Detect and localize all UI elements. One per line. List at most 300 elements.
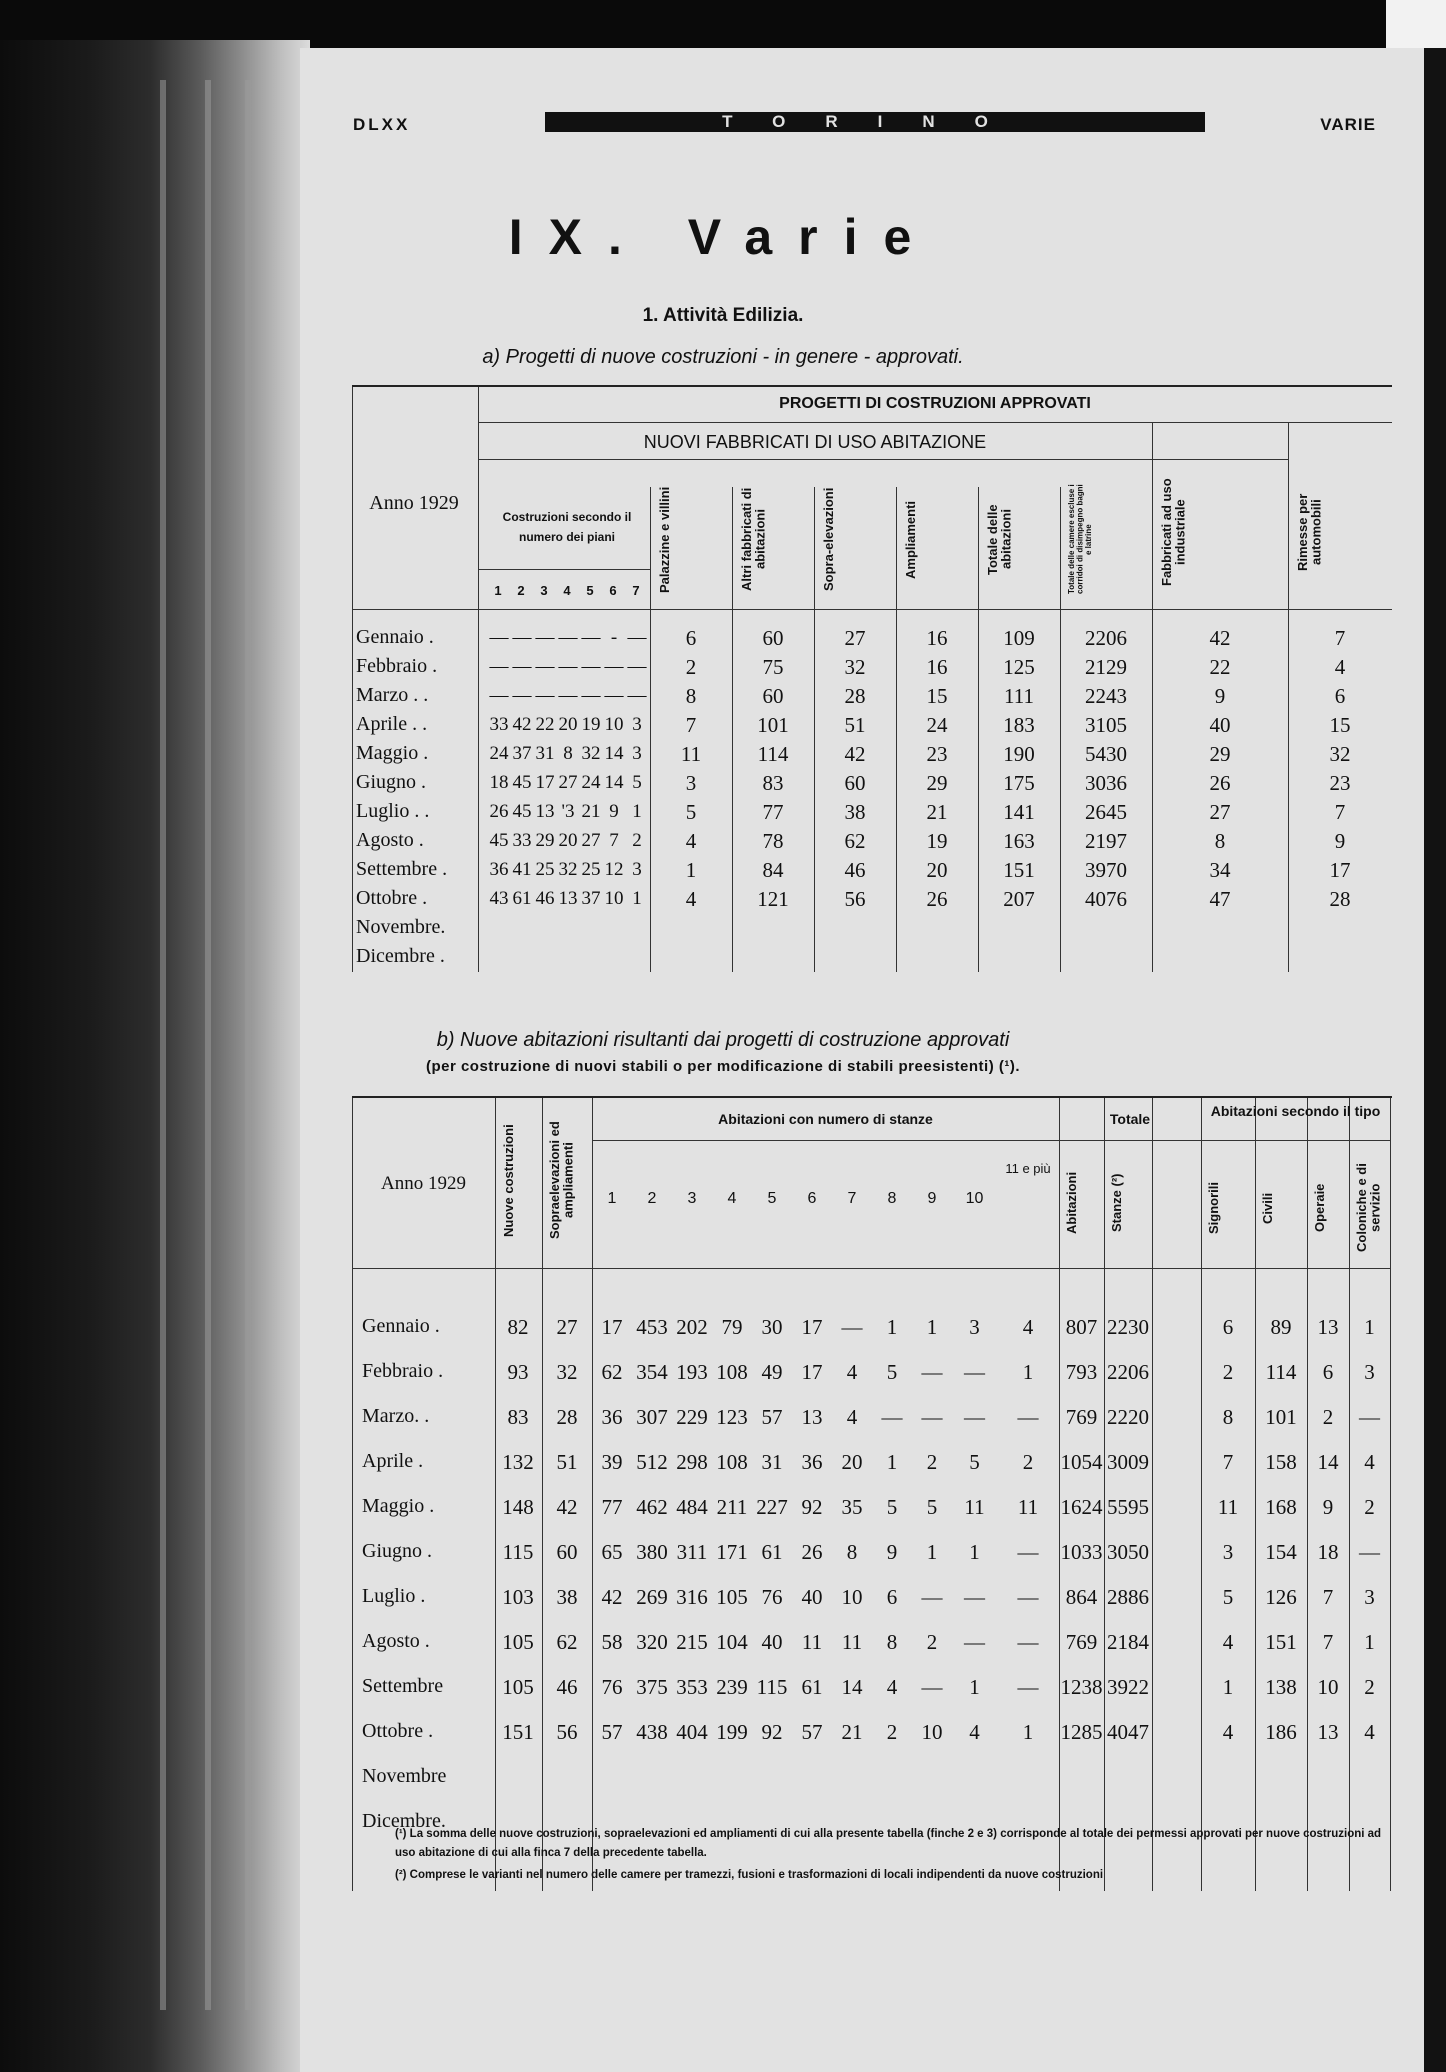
table-b-cell: 307 xyxy=(636,1405,668,1429)
table-b-cell: 199 xyxy=(716,1720,748,1744)
table-b-cell: 56 xyxy=(556,1720,578,1744)
table-b-cell: 1 xyxy=(926,1315,938,1339)
table-b-cell: 40 xyxy=(801,1585,823,1609)
table-b-cell: 79 xyxy=(721,1315,743,1339)
table-b-cell: 4047 xyxy=(1107,1720,1149,1744)
table-b-cell: 105 xyxy=(502,1630,534,1654)
table-b-cell: 49 xyxy=(761,1360,783,1384)
table-b-cell: — xyxy=(921,1675,943,1699)
floor-value: 21 xyxy=(581,801,601,822)
table-a-cell: 101 xyxy=(757,713,789,737)
table-b-cell: 1624 xyxy=(1060,1495,1103,1519)
table-b-cell: 151 xyxy=(502,1720,534,1744)
table-b-cell: 42 xyxy=(601,1585,623,1609)
table-b-cell: — xyxy=(1359,1540,1380,1564)
floor-value: 37 xyxy=(581,888,601,909)
table-b-cell: 51 xyxy=(556,1450,578,1474)
table-b-cell: 13 xyxy=(1317,1720,1339,1744)
table-a-cell: 175 xyxy=(1003,771,1035,795)
table-b-cell: 65 xyxy=(601,1540,623,1564)
col-header: Ampliamenti xyxy=(903,500,918,579)
table-b-cell: 26 xyxy=(801,1540,823,1564)
table-a-cell: 8 xyxy=(685,684,697,708)
month-label: Luglio . . xyxy=(356,800,430,822)
table-b-cell: 171 xyxy=(716,1540,748,1564)
floor-value: — xyxy=(581,627,601,648)
table-b-cell: 40 xyxy=(761,1630,783,1654)
table-b-cell: — xyxy=(964,1585,985,1609)
table-b xyxy=(352,1096,1392,1891)
table-b-cell: 77 xyxy=(601,1495,623,1519)
table-a-subtitle: a) Progetti di nuove costruzioni - in genere - approvati. xyxy=(482,346,964,368)
table-b-cell: 353 xyxy=(676,1675,708,1699)
table-b-cell: 17 xyxy=(801,1360,823,1384)
table-b-cell: 1 xyxy=(1022,1720,1034,1744)
table-b-cell: 2 xyxy=(1322,1405,1334,1429)
table-b-cell: 2184 xyxy=(1107,1630,1149,1654)
floor-value: — xyxy=(489,656,509,677)
table-a-cell: 3036 xyxy=(1085,771,1127,795)
table-b-cell: 316 xyxy=(676,1585,708,1609)
floor-value: 5 xyxy=(632,772,642,793)
header-page-number: DLXX xyxy=(353,115,411,134)
month-label: Aprile . xyxy=(362,1450,424,1472)
table-b-cell: — xyxy=(921,1585,943,1609)
table-b-cell: 5 xyxy=(969,1450,980,1474)
floor-value: 3 xyxy=(632,714,642,735)
floor-value: 14 xyxy=(604,772,624,793)
table-b-cell: 42 xyxy=(556,1495,578,1519)
table-b-cell: 5 xyxy=(886,1360,898,1384)
table-b-cell: 6 xyxy=(886,1585,898,1609)
floor-value: — xyxy=(581,656,601,677)
table-a-cell: 29 xyxy=(1209,742,1231,766)
table-b-cell: 101 xyxy=(1265,1405,1297,1429)
table-a-cell: 27 xyxy=(1209,800,1231,824)
table-b-cell: 4 xyxy=(846,1360,858,1384)
table-b-cell: 1 xyxy=(886,1315,898,1339)
table-a-cell: 121 xyxy=(757,887,789,911)
table-b-cell: 89 xyxy=(1270,1315,1292,1339)
table-b-cell: 2 xyxy=(926,1450,938,1474)
table-b-cell: 58 xyxy=(601,1630,623,1654)
table-b-cell: 5595 xyxy=(1107,1495,1149,1519)
floor-value: 7 xyxy=(609,830,619,851)
table-b-cell: 5 xyxy=(926,1495,938,1519)
floor-value: 41 xyxy=(512,859,532,880)
table-b-cell: 35 xyxy=(841,1495,863,1519)
table-b-rooms-header: Abitazioni con numero di stanze xyxy=(718,1111,933,1127)
table-b-year-label: Anno 1929 xyxy=(381,1173,466,1194)
table-b-cell: 462 xyxy=(636,1495,668,1519)
month-label: Giugno . xyxy=(356,771,426,793)
table-a-cell: 4 xyxy=(685,829,697,853)
table-b-cell: — xyxy=(921,1360,943,1384)
table-b-cell: 76 xyxy=(601,1675,623,1699)
table-b-cell: 17 xyxy=(801,1315,823,1339)
scan-binding-edge xyxy=(0,40,310,2072)
table-a-cell: 3105 xyxy=(1085,713,1127,737)
table-b-cell: 4 xyxy=(1222,1720,1234,1744)
table-b-cell: 769 xyxy=(1065,1405,1098,1429)
table-b-cell: 57 xyxy=(801,1720,823,1744)
table-a-cell: 7 xyxy=(1334,800,1346,824)
table-b-cell: 7 xyxy=(1322,1630,1334,1654)
table-b-subtitle: b) Nuove abitazioni risultanti dai progetti di costruzione approvati xyxy=(436,1029,1010,1051)
table-a-cell: 60 xyxy=(762,626,784,650)
floor-value: 45 xyxy=(512,801,532,822)
scan-corner xyxy=(1386,0,1446,48)
table-a-cell: 60 xyxy=(762,684,784,708)
table-b-cell: 61 xyxy=(801,1675,823,1699)
table-b-cell: 93 xyxy=(507,1360,529,1384)
floor-value: 10 xyxy=(604,888,624,909)
floor-value: 13 xyxy=(535,801,555,822)
table-b-cell: 108 xyxy=(716,1360,748,1384)
table-a-cell: 15 xyxy=(1329,713,1351,737)
table-b-cell: 115 xyxy=(502,1540,534,1564)
table-b-cell: 311 xyxy=(676,1540,708,1564)
totale-label: Abitazioni xyxy=(1064,1171,1079,1235)
table-b-cell: 512 xyxy=(636,1450,668,1474)
table-b-cell: 2886 xyxy=(1107,1585,1149,1609)
table-b-cell: 8 xyxy=(886,1630,898,1654)
header-city-band xyxy=(545,112,1205,132)
table-b-cell: 57 xyxy=(601,1720,623,1744)
floor-value: — xyxy=(558,685,578,706)
table-a-cell: 78 xyxy=(762,829,784,853)
table-b-cell: 793 xyxy=(1065,1360,1098,1384)
month-label: Novembre xyxy=(362,1765,447,1787)
table-a-cell: 46 xyxy=(844,858,866,882)
floor-value: — xyxy=(512,627,532,648)
table-b-cell: 1054 xyxy=(1060,1450,1103,1474)
floor-value: 12 xyxy=(604,859,624,880)
table-a-cell: 27 xyxy=(844,626,866,650)
table-a-cell: 163 xyxy=(1003,829,1035,853)
table-b-cell: 4 xyxy=(846,1405,858,1429)
table-b-cell: 8 xyxy=(846,1540,858,1564)
table-b-cell: 7 xyxy=(1222,1450,1234,1474)
table-b-cell: 7 xyxy=(1322,1585,1334,1609)
table-b-cell: 320 xyxy=(636,1630,668,1654)
table-a-cell: 2243 xyxy=(1085,684,1127,708)
table-a-cell: 183 xyxy=(1003,713,1035,737)
table-b-cell: 13 xyxy=(801,1405,823,1429)
room-label: 2 xyxy=(647,1190,657,1207)
table-b-cell: 3050 xyxy=(1107,1540,1149,1564)
table-b-cell: 62 xyxy=(601,1360,623,1384)
floor-value: — xyxy=(581,685,601,706)
room-label: 3 xyxy=(687,1190,697,1207)
table-b-cell: — xyxy=(1017,1540,1039,1564)
table-b-cell: 239 xyxy=(716,1675,748,1699)
floor-value: — xyxy=(512,685,532,706)
table-b-cell: — xyxy=(921,1405,943,1429)
floor-value: 24 xyxy=(489,743,509,764)
month-label: Marzo . . xyxy=(356,684,429,706)
table-a-cell: 111 xyxy=(1004,684,1034,708)
table-a-cell: 24 xyxy=(926,713,948,737)
floor-value: 18 xyxy=(489,772,509,793)
header-section: VARIE xyxy=(1320,115,1376,134)
table-b-cell: 31 xyxy=(761,1450,783,1474)
table-a-cell: 2206 xyxy=(1085,626,1127,650)
table-a-cell: 16 xyxy=(926,626,948,650)
floor-value: 61 xyxy=(512,888,532,909)
table-b-cell: 2 xyxy=(1364,1675,1375,1699)
table-b-cell: 4 xyxy=(1022,1315,1034,1339)
floor-value: 3 xyxy=(632,743,642,764)
floor-value: 37 xyxy=(512,743,532,764)
floor-value: 13 xyxy=(558,888,578,909)
table-b-cell: 380 xyxy=(636,1540,668,1564)
table-a-cell: 2129 xyxy=(1085,655,1127,679)
table-b-cell: 1285 xyxy=(1060,1720,1103,1744)
table-b-cell: 864 xyxy=(1065,1585,1098,1609)
table-b-cell: — xyxy=(1017,1630,1039,1654)
table-b-cell: 10 xyxy=(1317,1675,1339,1699)
table-a-cell: 151 xyxy=(1003,858,1035,882)
table-b-cell: 211 xyxy=(716,1495,748,1519)
table-b-cell: 60 xyxy=(556,1540,578,1564)
table-a-cell: 207 xyxy=(1003,887,1035,911)
footnote-2: (²) Comprese le varianti nel numero delle camere per tramezzi, fusioni e trasformazioni di locali indipendenti da nuove costruzioni xyxy=(395,1869,1104,1881)
table-b-cell: 105 xyxy=(716,1585,748,1609)
col-header: Totale delle abitazioni xyxy=(985,504,1014,575)
table-a-cell: 11 xyxy=(680,742,702,766)
table-a-cell: 1 xyxy=(685,858,697,882)
floor-value: 3 xyxy=(632,859,642,880)
table-b-cell: 2220 xyxy=(1107,1405,1149,1429)
table-b-cell: 4 xyxy=(1222,1630,1234,1654)
table-b-cell: 83 xyxy=(507,1405,529,1429)
table-a-cell: 28 xyxy=(1329,887,1351,911)
table-b-cell: 438 xyxy=(636,1720,668,1744)
table-b-cell: 13 xyxy=(1317,1315,1339,1339)
table-b-cell: 9 xyxy=(1322,1495,1334,1519)
table-b-cell: 14 xyxy=(1317,1450,1339,1474)
floor-value: — xyxy=(535,656,555,677)
floor-label: 4 xyxy=(563,583,571,598)
month-label: Dicembre. xyxy=(362,1810,446,1832)
table-b-cell: 2 xyxy=(886,1720,898,1744)
floor-value: 32 xyxy=(581,743,601,764)
table-b-col-nuove: Nuove costruzioni xyxy=(501,1124,516,1237)
table-a-cell: 38 xyxy=(844,800,866,824)
tipo-label: Operaie xyxy=(1312,1183,1327,1233)
table-b-cell: 2 xyxy=(1022,1450,1034,1474)
room-label: 9 xyxy=(927,1190,937,1207)
table-b-cell: 61 xyxy=(761,1540,783,1564)
table-a-cell: 26 xyxy=(1209,771,1231,795)
table-b-cell: 36 xyxy=(601,1405,623,1429)
floor-value: 24 xyxy=(581,772,601,793)
table-a-cell: 20 xyxy=(926,858,948,882)
table-b-cell: 151 xyxy=(1265,1630,1297,1654)
month-label: Maggio . xyxy=(356,742,429,764)
table-b-cell: 10 xyxy=(841,1585,863,1609)
table-a-cell: 32 xyxy=(844,655,866,679)
table-a-cell: 8 xyxy=(1214,829,1226,853)
table-a-cell: 4 xyxy=(1334,655,1346,679)
table-a-cell: 7 xyxy=(685,713,697,737)
tipo-label: Civili xyxy=(1260,1192,1275,1224)
table-b-cell: 154 xyxy=(1265,1540,1297,1564)
table-b-cell: 1 xyxy=(969,1540,980,1564)
table-b-cell: 193 xyxy=(676,1360,708,1384)
table-b-cell: 104 xyxy=(716,1630,748,1654)
month-label: Agosto . xyxy=(356,829,424,851)
table-b-cell: 103 xyxy=(502,1585,534,1609)
floor-value: 2 xyxy=(632,830,642,851)
table-b-cell: 36 xyxy=(801,1450,823,1474)
col-header: Fabbricati ad uso industriale xyxy=(1159,478,1188,586)
table-b-cell: 126 xyxy=(1265,1585,1297,1609)
room-label: 6 xyxy=(807,1190,817,1207)
footnote-1: (¹) La somma delle nuove costruzioni, sopraelevazioni ed ampliamenti di cui alla presente tabella (finche 2 e 3) corrisponde al totale dei permessi approvati per nuove costruzioni ad uso abitazione di cui alla finca 7 della precedente tabella. xyxy=(395,1828,1382,1859)
table-b-cell: 11 xyxy=(801,1630,823,1654)
table-b-cell: 375 xyxy=(636,1675,668,1699)
table-b-cell: 11 xyxy=(964,1495,985,1519)
table-b-cell: 27 xyxy=(556,1315,578,1339)
table-b-cell: 404 xyxy=(676,1720,708,1744)
floor-label: 1 xyxy=(494,583,502,598)
floor-value: 10 xyxy=(604,714,624,735)
table-b-cell: 298 xyxy=(676,1450,708,1474)
table-b-cell: — xyxy=(964,1630,985,1654)
floor-value: 27 xyxy=(558,772,578,793)
floor-value: — xyxy=(604,656,624,677)
room-label: 8 xyxy=(887,1190,897,1207)
table-b-cell: 17 xyxy=(601,1315,623,1339)
table-b-cell: 6 xyxy=(1322,1360,1334,1384)
table-a-cell: 42 xyxy=(844,742,866,766)
table-b-cell: 92 xyxy=(761,1720,783,1744)
table-b-cell: — xyxy=(841,1315,863,1339)
table-b-cell: 82 xyxy=(507,1315,529,1339)
floor-value: — xyxy=(627,685,647,706)
table-b-cell: 354 xyxy=(636,1360,668,1384)
floor-label: 3 xyxy=(540,583,548,598)
month-label: Aprile . . xyxy=(356,713,428,735)
table-a-cell: 28 xyxy=(844,684,866,708)
floor-value: 27 xyxy=(581,830,601,851)
table-b-cell: 62 xyxy=(556,1630,578,1654)
table-b-cell: 1 xyxy=(1222,1675,1234,1699)
table-b-cell: — xyxy=(1017,1405,1039,1429)
table-a-cell: 77 xyxy=(762,800,784,824)
table-a-cell: 4076 xyxy=(1085,887,1127,911)
month-label: Ottobre . xyxy=(362,1720,434,1742)
month-label: Settembre xyxy=(362,1675,444,1697)
table-b-cell: 14 xyxy=(841,1675,863,1699)
floor-value: — xyxy=(627,627,647,648)
table-b-totale-header: Totale xyxy=(1109,1111,1151,1127)
table-b-cell: 8 xyxy=(1222,1405,1234,1429)
table-a-cell: 2 xyxy=(685,655,697,679)
table-a-cell: 51 xyxy=(844,713,866,737)
table-a-cell: 21 xyxy=(926,800,948,824)
table-b-cell: 57 xyxy=(761,1405,783,1429)
floor-value: '3 xyxy=(561,801,575,822)
table-b-cell: 138 xyxy=(1265,1675,1297,1699)
table-b-cell: 10 xyxy=(921,1720,943,1744)
table-a-cell: 2197 xyxy=(1085,829,1127,853)
table-b-cell: 4 xyxy=(886,1675,898,1699)
floor-value: 45 xyxy=(489,830,509,851)
table-a-cell: 15 xyxy=(926,684,948,708)
table-a-cell: 62 xyxy=(844,829,866,853)
table-b-cell: 39 xyxy=(601,1450,623,1474)
col-header: Altri fabbricati di abitazioni xyxy=(739,487,768,592)
month-label: Febbraio . xyxy=(356,655,438,677)
section-title: 1. Attività Edilizia. xyxy=(642,305,804,326)
table-b-cell: 158 xyxy=(1265,1450,1297,1474)
table-b-cell: 46 xyxy=(556,1675,578,1699)
table-a-group-header: NUOVI FABBRICATI DI USO ABITAZIONE xyxy=(643,432,987,452)
room-label: 4 xyxy=(727,1190,737,1207)
table-b-cell: 4 xyxy=(1364,1720,1375,1744)
table-b-cell: 168 xyxy=(1265,1495,1297,1519)
table-b-cell: 1 xyxy=(926,1540,938,1564)
table-a-cell: 114 xyxy=(757,742,789,766)
table-b-cell: 3 xyxy=(1364,1360,1375,1384)
table-b-cell: 269 xyxy=(636,1585,668,1609)
table-b-cell: 2230 xyxy=(1107,1315,1149,1339)
table-a-floors-header: Costruzioni secondo il numero dei piani xyxy=(502,510,632,544)
floor-value: 43 xyxy=(489,888,509,909)
table-b-cell: 1033 xyxy=(1060,1540,1103,1564)
month-label: Gennaio . xyxy=(356,626,434,648)
table-b-cell: 3922 xyxy=(1107,1675,1149,1699)
floor-value: 20 xyxy=(558,830,578,851)
floor-value: 45 xyxy=(512,772,532,793)
table-b-cell: 2206 xyxy=(1107,1360,1149,1384)
table-b-cell: 32 xyxy=(556,1360,578,1384)
table-b-cell: 1 xyxy=(1364,1630,1375,1654)
table-b-cell: — xyxy=(1359,1405,1380,1429)
table-a-year-label: Anno 1929 xyxy=(369,492,459,514)
table-a-cell: 75 xyxy=(762,655,784,679)
table-a-cell: 60 xyxy=(844,771,866,795)
col-header: Sopra-elevazioni xyxy=(821,487,836,592)
floor-value: 46 xyxy=(535,888,555,909)
table-a-cell: 3 xyxy=(685,771,697,795)
floor-value: 31 xyxy=(535,743,555,764)
floor-value: 22 xyxy=(535,714,555,735)
table-b-tipo-header: Abitazioni secondo il tipo xyxy=(1210,1103,1381,1119)
month-label: Giugno . xyxy=(362,1540,432,1562)
table-b-cell: 227 xyxy=(756,1495,788,1519)
table-a-cell: 141 xyxy=(1003,800,1035,824)
floor-value: — xyxy=(558,627,578,648)
table-a xyxy=(352,385,1392,972)
table-b-cell: 5 xyxy=(1222,1585,1234,1609)
month-label: Febbraio . xyxy=(362,1360,444,1382)
room-label: 1 xyxy=(607,1190,617,1207)
col-header: Palazzine e villini xyxy=(657,486,672,593)
table-a-cell: 22 xyxy=(1209,655,1231,679)
table-b-cell: 76 xyxy=(761,1585,783,1609)
table-b-cell: 38 xyxy=(556,1585,578,1609)
month-label: Dicembre . xyxy=(356,945,445,967)
table-b-cell: 108 xyxy=(716,1450,748,1474)
header-city: TORINO xyxy=(722,112,1028,131)
floor-value: — xyxy=(535,685,555,706)
table-b-cell: — xyxy=(881,1405,903,1429)
table-a-cell: 7 xyxy=(1334,626,1346,650)
